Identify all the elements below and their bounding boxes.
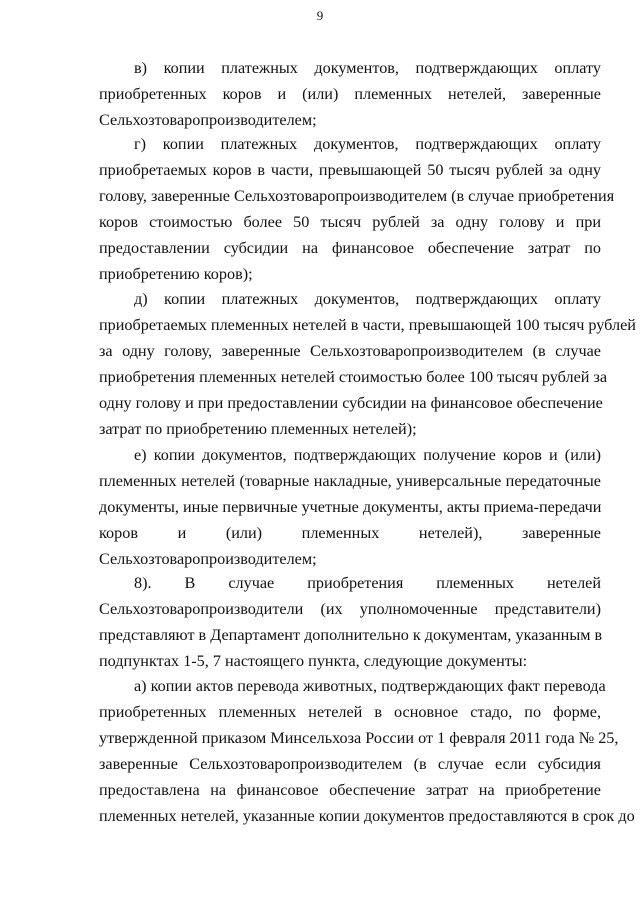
paragraph-8 [99,570,601,674]
text-line: приобретения племенных нетелей стоимостью более 100 тысяч рублей за [99,368,608,386]
text-line: предоставлена на финансовое обеспечение затрат на приобретение [99,781,601,799]
text-line: д) копии платежных документов, подтверждающих оплату [134,290,601,308]
text-line: приобретению коров); [99,265,253,283]
text-line: коров стоимостью более 50 тысяч рублей за одну голову и при [99,213,601,231]
text-line: Сельхозтоваропроизводители (их уполномоченные представители) [99,600,601,618]
text-line: приобретенных коров и (или) племенных нетелей, заверенные [99,85,601,103]
text-line: племенных нетелей, указанные копии документов предоставляются в срок до [99,807,635,825]
text-line: г) копии платежных документов, подтверждающих оплату [134,135,601,153]
page-number: 9 [316,8,324,23]
text-line: е) копии документов, подтверждающих получение коров и (или) [134,446,601,464]
text-line: представляют в Департамент дополнительно к документам, указанным в [99,626,603,644]
text-line: в) копии платежных документов, подтверждающих оплату [134,59,601,77]
text-line: а) копии актов перевода животных, подтверждающих факт перевода [134,677,606,695]
text-line: предоставлении субсидии на финансовое обеспечение затрат по [99,239,601,257]
paragraph-a [99,673,635,829]
text-line: подпунктах 1-5, 7 настоящего пункта, следующие документы: [99,652,528,670]
paragraph-g [99,131,615,287]
text-line: приобретенных племенных нетелей в основное стадо, по форме, [99,703,601,721]
text-line: затрат по приобретению племенных нетелей); [99,420,417,438]
text-line: Сельхозтоваропроизводителем; [99,111,317,129]
text-line: голову, заверенные Сельхозтоваропроизводителем (в случае приобретения [99,187,615,205]
text-line: утвержденной приказом Минсельхоза России от 1 февраля 2011 года № 25, [99,729,619,747]
paragraph-d [99,286,636,442]
text-line: приобретаемых племенных нетелей в части, превышающей 100 тысяч рублей [99,316,636,334]
text-line: заверенные Сельхозтоваропроизводителем (в случае если субсидия [99,755,601,773]
paragraph-e [99,442,601,572]
text-line: племенных нетелей (товарные накладные, универсальные передаточные [99,472,601,490]
text-line: одну голову и при предоставлении субсидии на финансовое обеспечение [99,394,603,412]
text-line: коров и (или) племенных нетелей), заверенные [99,524,601,542]
text-line: приобретаемых коров в части, превышающей 50 тысяч рублей за одну [99,161,601,179]
text-line: 8). В случае приобретения племенных нетелей [134,574,601,592]
text-line: документы, иные первичные учетные документы, акты приема-передачи [99,498,602,516]
text-line: за одну голову, заверенные Сельхозтоваропроизводителем (в случае [99,342,601,360]
text-line: Сельхозтоваропроизводителем; [99,550,317,568]
paragraph-v [99,55,601,133]
